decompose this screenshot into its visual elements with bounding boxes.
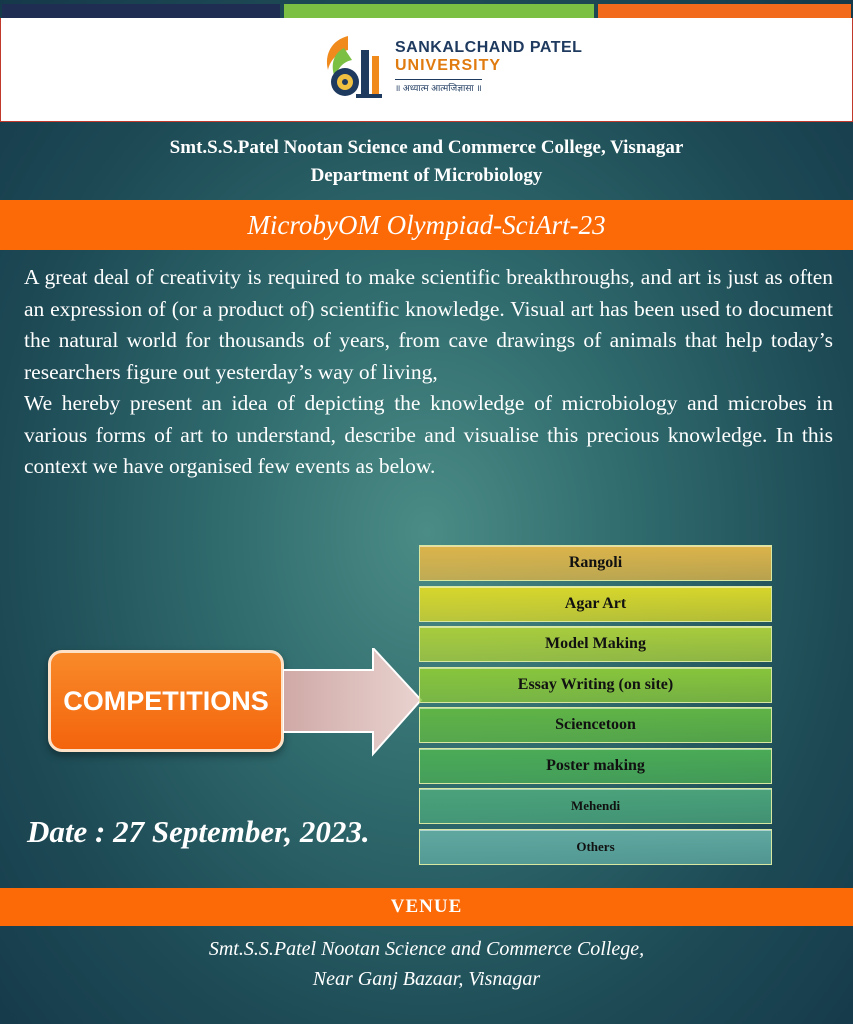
venue-line-1: Smt.S.S.Patel Nootan Science and Commerce College, [208, 938, 645, 960]
events-list [419, 545, 772, 869]
event-item-mehendi: Mehendi [419, 788, 772, 824]
event-item-others: Others [419, 829, 772, 865]
top-color-strip [0, 0, 853, 18]
college-heading [0, 134, 853, 190]
event-title: MicrobyOM Olympiad-SciArt-23 [247, 210, 606, 240]
event-item-poster-making: Poster making [419, 748, 772, 784]
strip-green [284, 4, 594, 18]
venue-address [0, 934, 853, 994]
venue-line-2: Near Ganj Bazaar, Visnagar [312, 968, 541, 990]
brand-name-line2: UNIVERSITY [395, 57, 502, 74]
venue-bar [0, 888, 853, 926]
event-item-essay-writing: Essay Writing (on site) [419, 667, 772, 703]
brand-name-line1: SANKALCHAND PATEL [395, 39, 583, 56]
brand-tagline: ॥ अध्यात्म आत्मजिज्ञासा ॥ [395, 79, 482, 94]
event-item-agar-art: Agar Art [419, 586, 772, 622]
event-item-model-making: Model Making [419, 626, 772, 662]
strip-navy [2, 4, 280, 18]
strip-orange [598, 4, 851, 18]
event-title-bar [0, 200, 853, 250]
competitions-label-box: COMPETITIONS [48, 650, 284, 752]
event-item-sciencetoon: Sciencetoon [419, 707, 772, 743]
description [24, 262, 833, 483]
college-name: Smt.S.S.Patel Nootan Science and Commerce College, Visnagar [169, 137, 684, 158]
description-paragraph-1: A great deal of creativity is required to make scientific breakthroughs, and art is just as often an expression of (or a product of) scientific knowledge. Visual art has been used to document the natural world for thousands of years, from cave drawings of animals that help today’s researchers figure out yesterday’s way of living, [24, 265, 833, 384]
university-logo-icon [318, 30, 388, 102]
venue-label: VENUE [390, 896, 463, 917]
event-item-rangoli: Rangoli [419, 545, 772, 581]
event-date: Date : 27 September, 2023. [27, 814, 370, 849]
department-name: Department of Microbiology [310, 165, 543, 186]
description-paragraph-2: We hereby present an idea of depicting the knowledge of microbiology and microbes in various forms of art to understand, describe and visualise this precious knowledge. In this context we have organised few events as below. [24, 391, 833, 478]
right-arrow-icon [283, 648, 423, 758]
